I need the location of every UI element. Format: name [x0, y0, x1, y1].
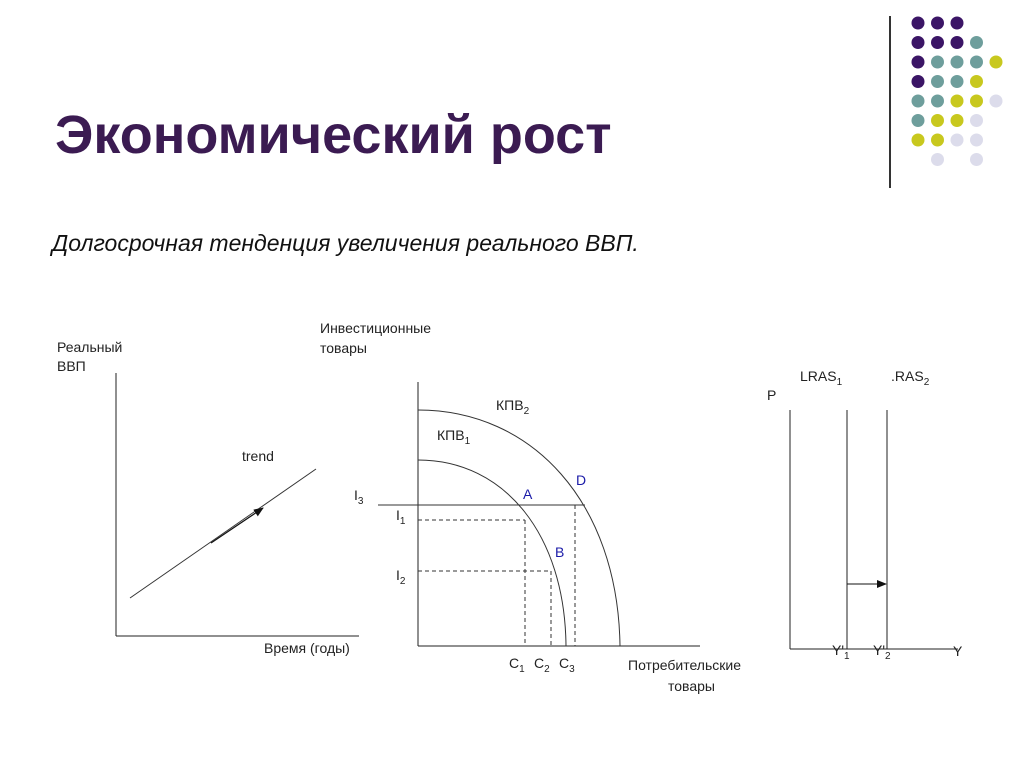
trend-chart [57, 339, 359, 656]
ppf-point-d: D [576, 472, 587, 488]
trend-ylabel-line2: ВВП [57, 358, 86, 374]
slide-subtitle: Долгосрочная тенденция увеличения реального ВВП. [52, 230, 639, 256]
ppf-tick-c2: $C_2$ [534, 655, 550, 675]
slide-title: Экономический рост [55, 105, 612, 165]
trend-xlabel: Время (годы) [264, 640, 350, 656]
lras-xlabel: Y [953, 643, 963, 659]
ppf-curve-1 [418, 460, 566, 646]
ppf-chart [320, 320, 741, 694]
ppf-tick-i1: $I_1$ [396, 507, 406, 527]
ppf-ylabel-line2: товары [320, 340, 367, 356]
ppf-xlabel-line1: Потребительские [628, 657, 741, 673]
ppf-point-b: B [555, 544, 565, 560]
ppf-xlabel-line2: товары [668, 678, 715, 694]
trend-arrow [211, 508, 263, 543]
ppf-curve-2 [418, 410, 620, 646]
ppf-tick-c3: $C_3$ [559, 655, 575, 675]
ppf-curve-2-label: $КПВ_2$ [496, 397, 530, 417]
trend-label: trend [242, 448, 274, 464]
trend-line [130, 469, 316, 598]
ppf-curve-1-label: $КПВ_1$ [437, 427, 471, 447]
lras-tick-y2: $Y'_2$ [873, 642, 891, 662]
trend-ylabel-line1: Реальный [57, 339, 123, 355]
lras-chart [767, 368, 963, 662]
ppf-tick-i2: $I_2$ [396, 567, 406, 587]
lras-2-label: $.RAS_2$ [891, 368, 930, 388]
lras-ylabel: P [767, 387, 777, 403]
ppf-ylabel-line1: Инвестиционные [320, 320, 432, 336]
ppf-tick-c1: $C_1$ [509, 655, 525, 675]
ppf-tick-i3: $I_3$ [354, 487, 364, 507]
lras-1-label: $LRAS_1$ [800, 368, 843, 388]
lras-tick-y1: $Y'_1$ [832, 642, 850, 662]
ppf-point-a: A [523, 486, 533, 502]
